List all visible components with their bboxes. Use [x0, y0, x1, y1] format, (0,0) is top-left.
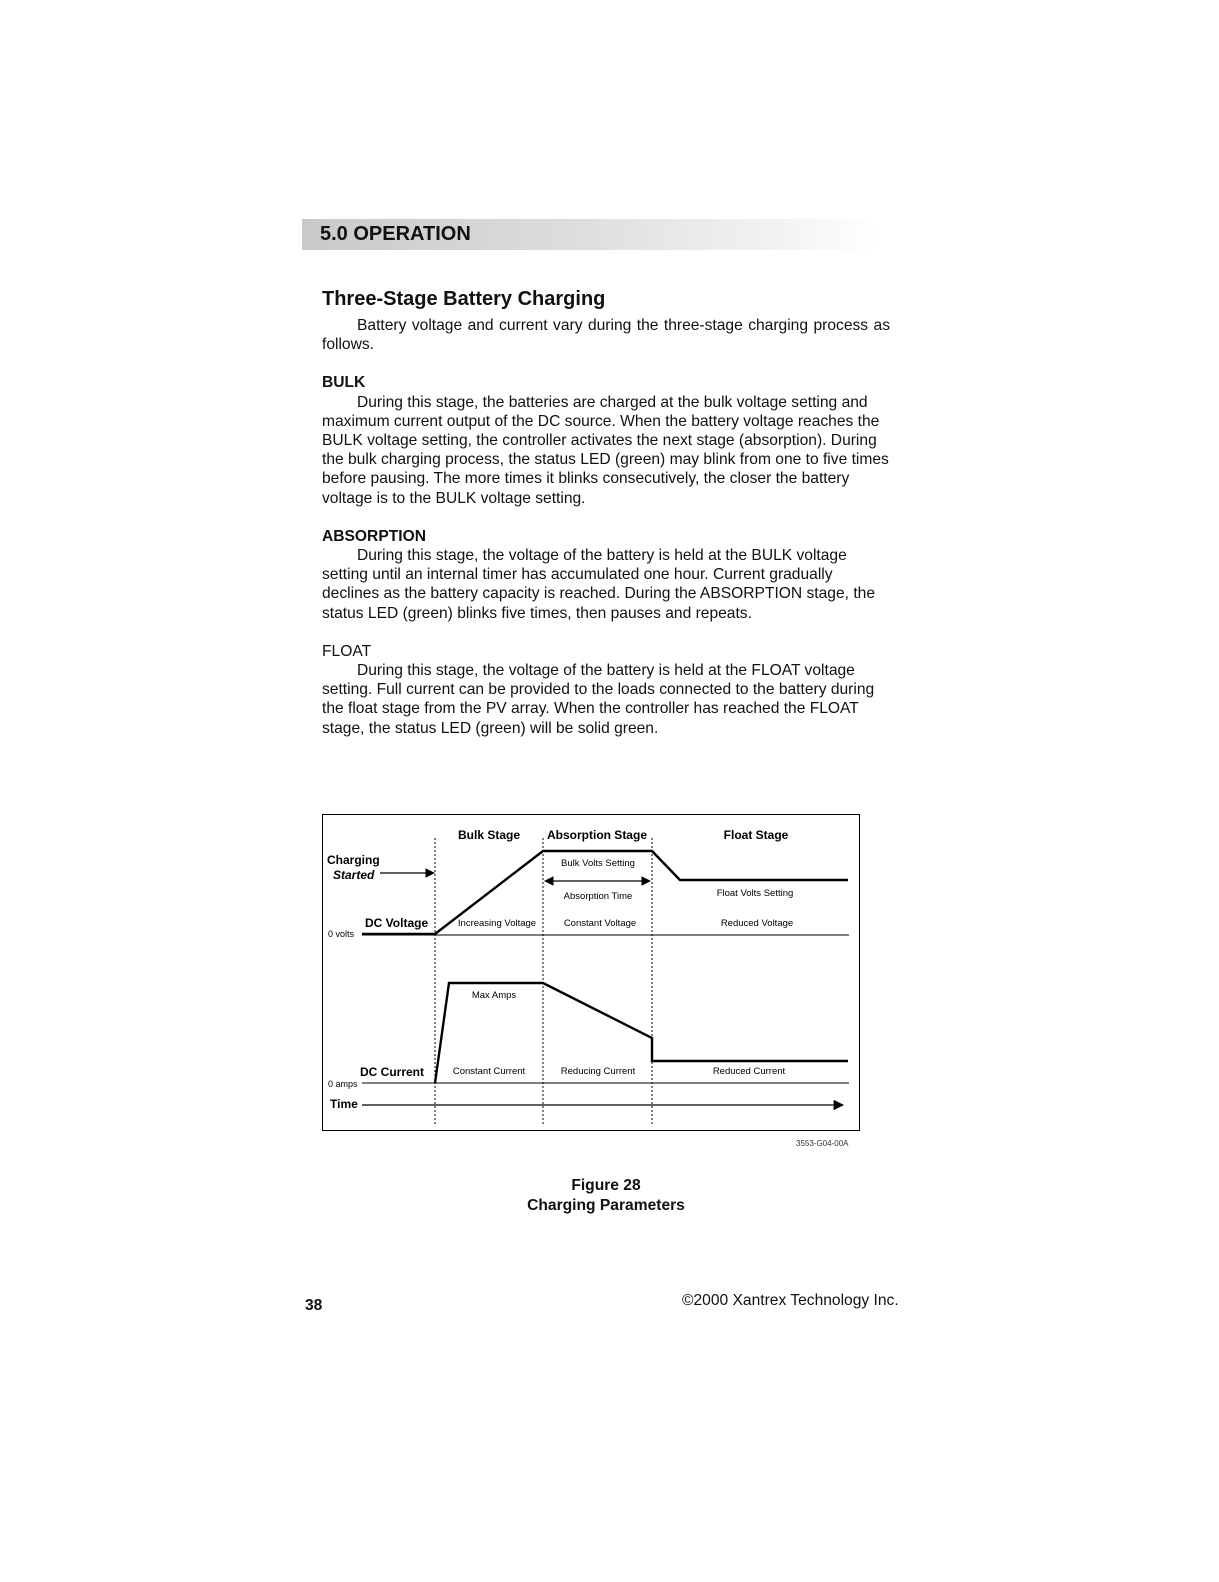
started-label: Started	[333, 868, 375, 882]
increasing-voltage-label: Increasing Voltage	[457, 918, 537, 929]
float-paragraph: During this stage, the voltage of the battery is held at the FLOAT voltage setting. Full current can be provided to the loads connected to the battery during the float stage from the PV array. When the controller has reached the FLOAT stage, the status LED (green) will be solid green.	[322, 662, 875, 737]
stage-label-float: Float Stage	[723, 828, 789, 842]
absorption-time-label: Absorption Time	[563, 891, 633, 902]
section-header-bar	[302, 219, 877, 250]
page-number: 38	[305, 1297, 323, 1314]
charging-parameters-diagram	[322, 814, 860, 1131]
constant-voltage-label: Constant Voltage	[563, 918, 637, 929]
zero-amps-label: 0 amps	[328, 1079, 358, 1089]
figure-caption	[322, 1176, 890, 1215]
bulk-heading: BULK	[322, 374, 366, 392]
reduced-voltage-label: Reduced Voltage	[720, 918, 794, 929]
copyright-notice: ©2000 Xantrex Technology Inc.	[682, 1292, 899, 1309]
max-amps-label: Max Amps	[471, 990, 517, 1001]
stage-label-bulk: Bulk Stage	[457, 828, 521, 842]
time-label: Time	[330, 1097, 358, 1111]
absorption-heading: ABSORPTION	[322, 527, 426, 545]
stage-label-absorption: Absorption Stage	[546, 828, 648, 842]
reducing-current-label: Reducing Current	[560, 1066, 636, 1077]
figure-id: 3553-G04-00A	[796, 1139, 849, 1148]
dc-voltage-label: DC Voltage	[365, 916, 429, 930]
float-heading: FLOAT	[322, 642, 372, 660]
bulk-paragraph: During this stage, the batteries are charged at the bulk voltage setting and maximum current output of the DC source. When the battery voltage reaches the BULK voltage setting, the controller activates the next stage (absorption). During the bulk charging process, the status LED (green) may blink from one to five times before pausing. The more times it blinks consecutively, the closer the battery voltage is to the BULK voltage setting.	[322, 393, 889, 507]
page-heading: Three-Stage Battery Charging	[322, 288, 606, 310]
bulk-volts-setting-label: Bulk Volts Setting	[561, 858, 635, 869]
section-title: 5.0 OPERATION	[320, 223, 471, 245]
figure-number: Figure 28	[571, 1177, 641, 1194]
charging-label: Charging	[327, 853, 380, 867]
intro-paragraph: Battery voltage and current vary during the three-stage charging process as follows.	[322, 317, 890, 354]
main-content	[322, 288, 890, 738]
dc-current-label: DC Current	[360, 1065, 425, 1079]
float-volts-setting-label: Float Volts Setting	[716, 888, 794, 899]
reduced-current-label: Reduced Current	[712, 1066, 786, 1077]
absorption-paragraph: During this stage, the voltage of the battery is held at the BULK voltage setting until an internal timer has accumulated one hour. Current gradually declines as the battery capacity is reached. During the ABSORPTION stage, the status LED (green) blinks five times, then pauses and repeats.	[322, 547, 875, 622]
constant-current-label: Constant Current	[452, 1066, 526, 1077]
zero-volts-label: 0 volts	[328, 929, 355, 939]
figure-title: Charging Parameters	[527, 1196, 685, 1214]
